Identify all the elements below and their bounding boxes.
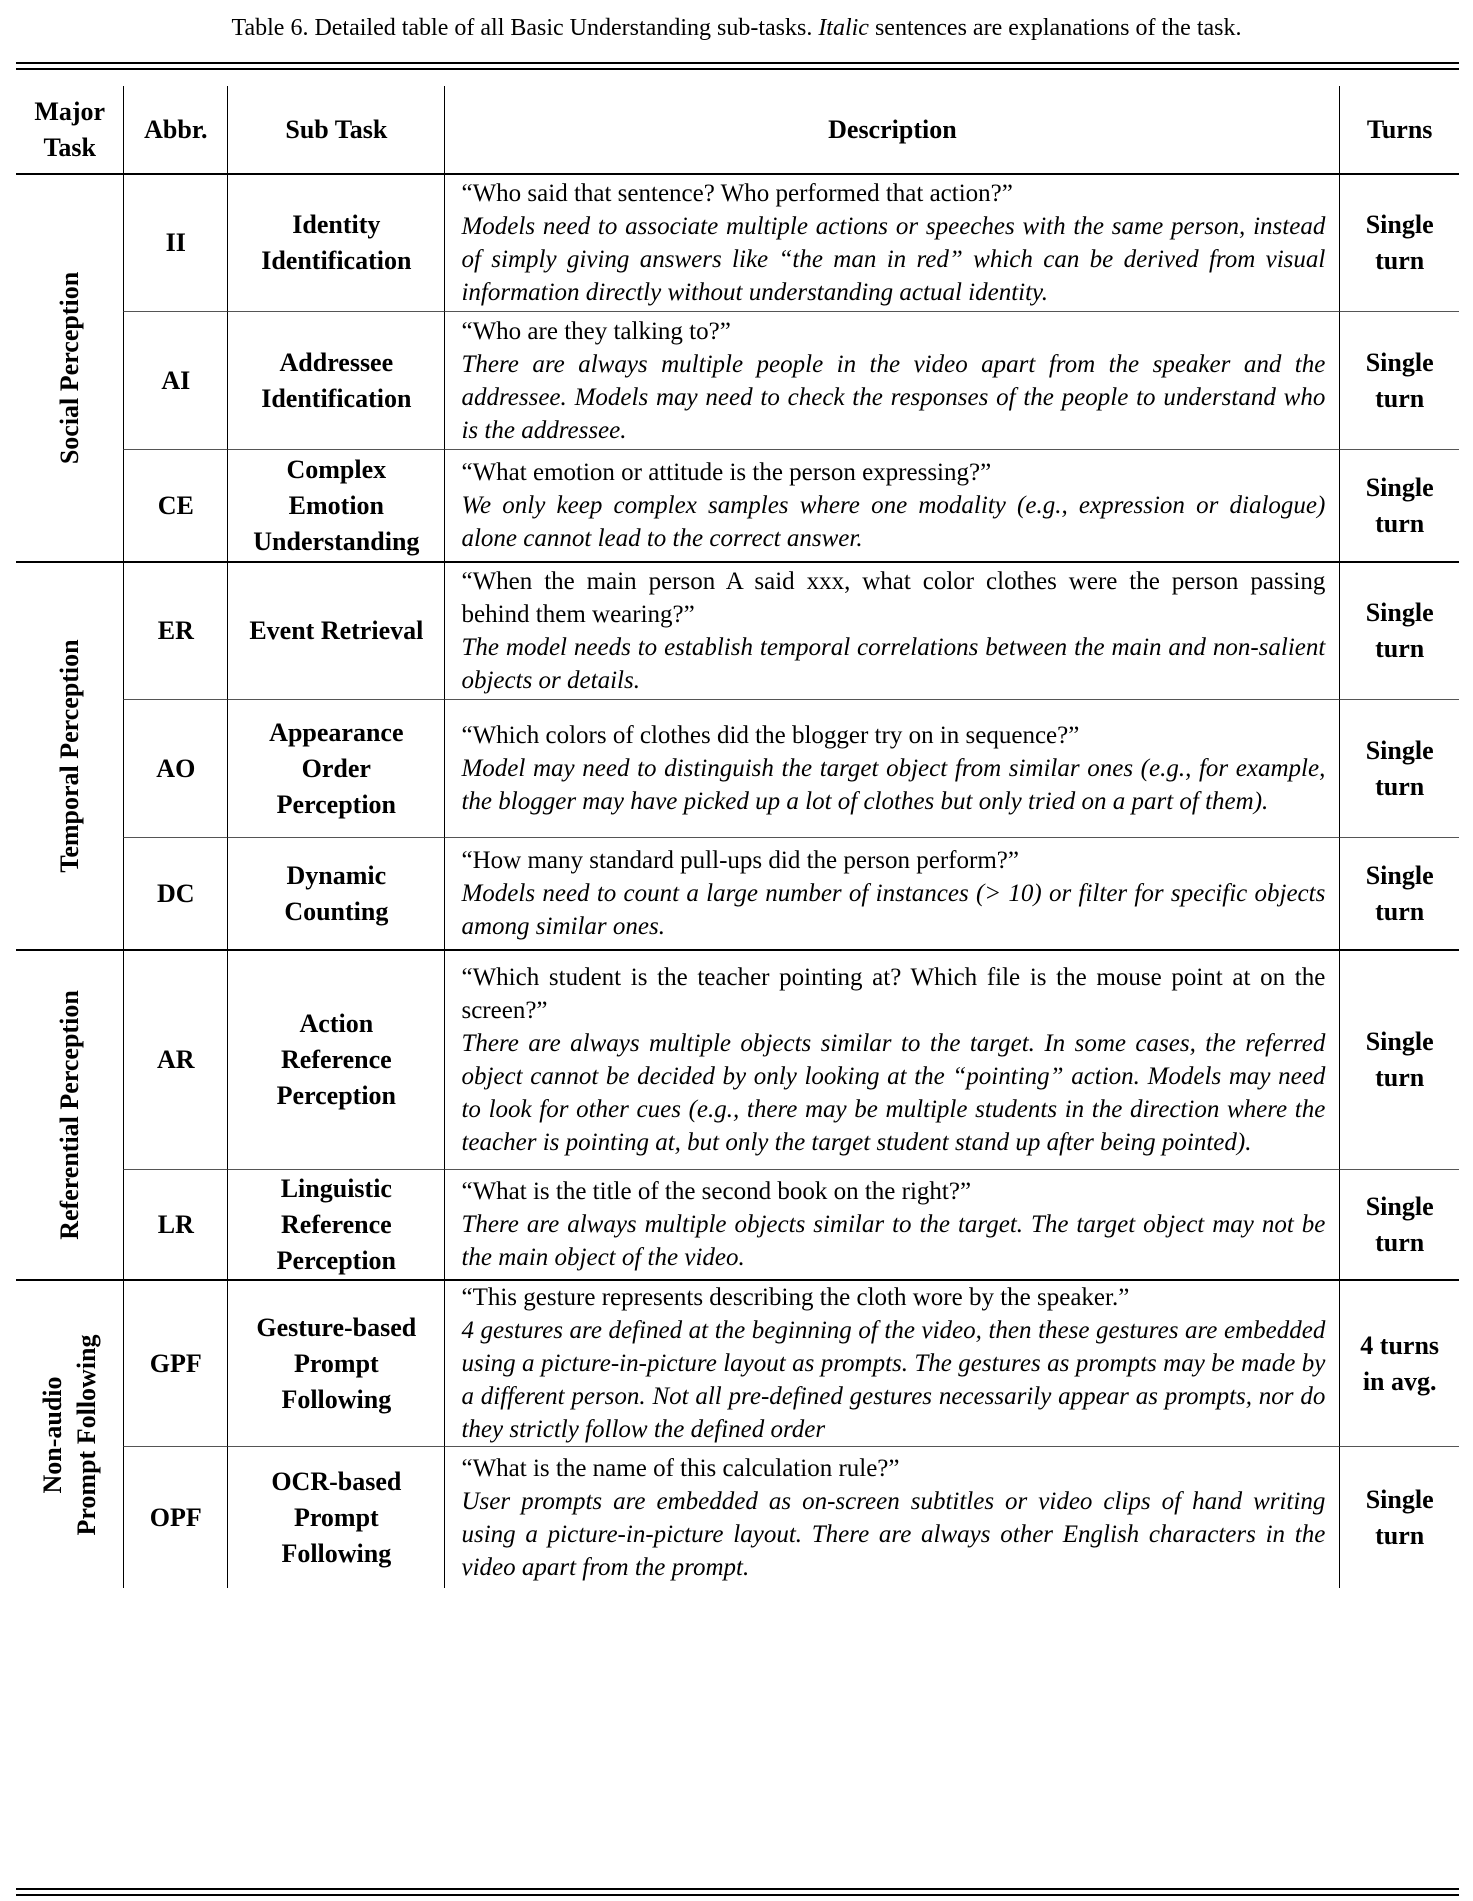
tasks-table [16,86,1459,1588]
sub-task-line: Event Retrieval [249,616,424,645]
description-question: “What emotion or attitude is the person expressing?” [461,459,992,486]
major-task-line2: Prompt Following [71,1333,101,1536]
sub-task-cell [227,173,444,311]
abbr-cell: GPF [123,1279,227,1446]
turns-cell [1339,1446,1459,1588]
description-explanation: Model may need to distinguish the target object from similar ones (e.g., for example, the blogger may have picked up a lot of clothes but only tried on a part of them). [461,755,1326,815]
sub-task-line: Perception [276,789,397,819]
turns-line: turn [1375,508,1425,538]
turns-cell [1339,699,1459,837]
description-explanation: There are always multiple people in the video apart from the speaker and the addressee. Models may need to check the responses of the people to understand who is the addressee. [461,350,1326,444]
top-rule-1 [16,62,1459,64]
sub-task-line: Gesture-based [256,1312,417,1342]
description-question: “Which colors of clothes did the blogger try on in sequence?” [461,722,1080,749]
turns-cell [1339,173,1459,311]
turns-cell [1339,311,1459,449]
turns-cell [1339,1169,1459,1279]
major-task-line1: Non-audio [37,1375,67,1494]
table-row [16,837,1459,949]
description-question: “How many standard pull-ups did the person perform?” [461,847,1019,874]
turns-line: turn [1375,1063,1425,1092]
sub-task-line: Prompt [293,1502,379,1532]
sub-task-line: Appearance [269,717,404,747]
sub-task-cell [227,1169,444,1279]
header-abbr: Abbr. [123,86,227,173]
description-cell [444,1446,1339,1588]
turns-line: turn [1375,1227,1425,1257]
description-explanation: There are always multiple objects similar to the target. In some cases, the referred object cannot be decided by only looking at the “pointing” action. Models may need to look for other cues (e.g., there may be multiple students in the direction where the teacher is pointing at, but only the target student stand up after being pointed). [461,1030,1326,1156]
table-row [16,699,1459,837]
abbr-cell: OPF [123,1446,227,1588]
turns-line: Single [1365,210,1434,239]
header-row [16,86,1459,173]
table-row [16,311,1459,449]
description-question: “What is the title of the second book on the right?” [461,1178,972,1205]
table-body [16,173,1459,1588]
bottom-rule-2 [16,1894,1459,1896]
description-cell [444,173,1339,311]
sub-task-line: Understanding [253,526,420,556]
major-task-line1: Temporal Perception [54,639,84,873]
major-task-label [53,272,87,464]
turns-line: Single [1365,1191,1434,1221]
sub-task-cell [227,449,444,561]
sub-task-cell [227,699,444,837]
description-question: “When the main person A said xxx, what color clothes were the person passing behind them wearing?” [461,568,1326,628]
table-row [16,561,1459,699]
table-row [16,449,1459,561]
turns-cell [1339,1279,1459,1446]
turns-line: turn [1375,634,1425,663]
turns-cell [1339,837,1459,949]
abbr-cell: AR [123,949,227,1169]
sub-task-line: Complex [286,454,387,484]
turns-line: Single [1365,598,1434,627]
caption-suffix: sentences are explanations of the task. [874,15,1242,41]
description-explanation: We only keep complex samples where one modality (e.g., expression or dialogue) alone cannot lead to the correct answer. [461,492,1326,552]
description-question: “This gesture represents describing the cloth wore by the speaker.” [461,1284,1130,1311]
sub-task-line: Counting [284,896,389,926]
abbr-cell: ER [123,561,227,699]
sub-task-line: Identity [292,210,381,239]
description-cell [444,837,1339,949]
major-task-label [36,1334,104,1535]
turns-line: Single [1365,1027,1434,1056]
turns-cell [1339,561,1459,699]
turns-line: Single [1365,1484,1434,1514]
description-explanation: 4 gestures are defined at the beginning of the video, then these gestures are embedded using a picture-in-picture layout as prompts. The gestures as prompts may be made by a different person. Not all pre-defined gestures necessarily appear as prompts, nor do they strictly follow the defined order [461,1317,1326,1443]
abbr-cell: II [123,173,227,311]
table-row [16,1279,1459,1446]
turns-line: Single [1365,347,1434,377]
major-task-label [53,990,87,1240]
sub-task-line: Following [281,1538,392,1568]
description-explanation: Models need to count a large number of instances (> 10) or filter for specific objects among similar ones. [461,880,1326,940]
abbr-cell: CE [123,449,227,561]
sub-task-cell [227,311,444,449]
sub-task-cell [227,837,444,949]
description-question: “Who said that sentence? Who performed that action?” [461,180,1013,207]
turns-line: Single [1365,735,1434,765]
sub-task-cell [227,1279,444,1446]
turns-line: turn [1375,246,1425,275]
major-task-cell [16,949,123,1279]
description-question: “Which student is the teacher pointing at? Which file is the mouse point at on the screen?” [461,964,1326,1024]
sub-task-line: Action [299,1009,374,1038]
description-cell [444,561,1339,699]
description-question: “What is the name of this calculation rule?” [461,1454,900,1482]
turns-line: in avg. [1362,1366,1437,1396]
header-major-task [16,86,123,173]
description-cell [444,1169,1339,1279]
turns-line: Single [1365,860,1434,890]
major-task-cell [16,173,123,561]
sub-task-line: Identification [261,383,412,413]
description-cell [444,699,1339,837]
table-row [16,949,1459,1169]
sub-task-line: Emotion [288,490,384,520]
description-cell [444,949,1339,1169]
table-row [16,1446,1459,1588]
description-explanation: User prompts are embedded as on-screen subtitles or video clips of hand writing using a picture-in-picture layout. There are always other English characters in the video apart from the prompt. [461,1487,1326,1581]
table-row [16,173,1459,311]
description-cell [444,1279,1339,1446]
major-task-line1: Referential Perception [54,990,84,1240]
header-sub-task: Sub Task [227,86,444,173]
header-description: Description [444,86,1339,173]
description-explanation: Models need to associate multiple actions or speeches with the same person, instead of simply giving answers like “the man in red” which can be derived from visual information directly without understanding actual identity. [461,213,1326,306]
header-major-line1: Major [34,96,106,126]
turns-cell [1339,949,1459,1169]
table-caption [0,12,1473,44]
turns-line: turn [1375,383,1425,413]
description-explanation: There are always multiple objects similar to the target. The target object may not be the main object of the video. [461,1211,1326,1271]
description-cell [444,311,1339,449]
turns-line: turn [1375,896,1425,926]
description-cell [444,449,1339,561]
abbr-cell: AO [123,699,227,837]
bottom-rule-1 [16,1888,1459,1890]
sub-task-line: Perception [276,1245,397,1275]
major-task-line1: Social Perception [54,271,84,465]
table-row [16,1169,1459,1279]
header-major-line2: Task [43,132,96,162]
sub-task-line: Dynamic [286,860,387,890]
turns-line: 4 turns [1360,1330,1440,1360]
description-explanation: The model needs to establish temporal correlations between the main and non-salient objects or details. [461,634,1326,694]
abbr-cell: LR [123,1169,227,1279]
sub-task-line: Reference [281,1045,392,1074]
major-task-label [53,639,87,872]
sub-task-line: Reference [281,1209,392,1239]
sub-task-line: Perception [276,1081,397,1110]
sub-task-line: Prompt [293,1348,379,1378]
turns-cell [1339,449,1459,561]
sub-task-line: Addressee [279,347,394,377]
sub-task-cell [227,561,444,699]
sub-task-line: Linguistic [280,1173,392,1203]
sub-task-line: Following [281,1384,392,1414]
sub-task-line: OCR-based [271,1466,402,1496]
turns-line: turn [1375,771,1425,801]
sub-task-line: Identification [261,246,412,275]
abbr-cell: DC [123,837,227,949]
major-task-cell [16,561,123,949]
turns-line: turn [1375,1520,1425,1550]
top-rule-2 [16,68,1459,70]
abbr-cell: AI [123,311,227,449]
sub-task-cell [227,949,444,1169]
sub-task-cell [227,1446,444,1588]
caption-prefix: Table 6. Detailed table of all Basic Understanding sub-tasks. [231,15,813,41]
major-task-cell [16,1279,123,1588]
header-turns: Turns [1339,86,1459,173]
sub-task-line: Order [301,753,371,783]
description-question: “Who are they talking to?” [461,317,731,345]
caption-italic-word: Italic [818,15,869,41]
turns-line: Single [1365,472,1434,502]
